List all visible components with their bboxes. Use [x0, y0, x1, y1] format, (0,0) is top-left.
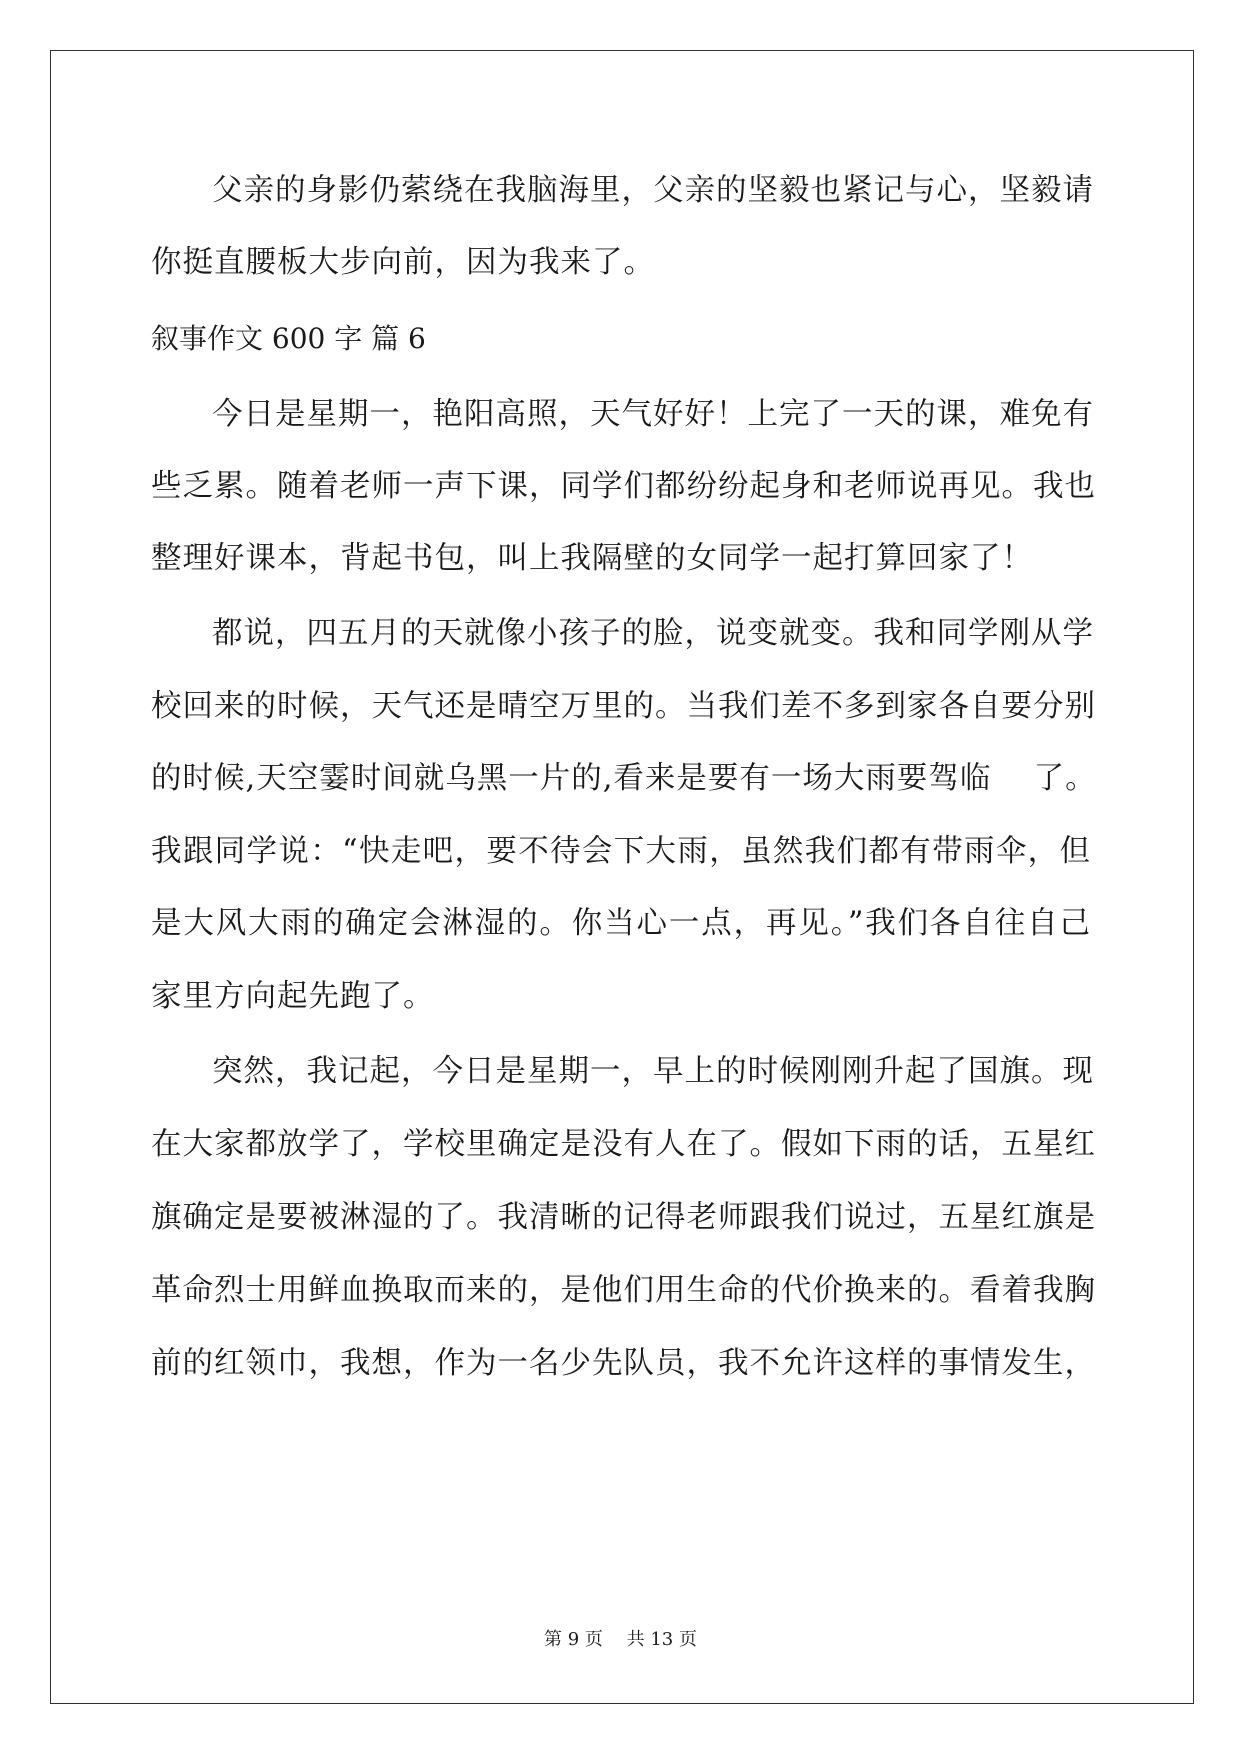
paragraph-line: 都说，四五月的天就像小孩子的脸，说变就变。我和同学刚从学 — [212, 616, 1094, 651]
paragraph-line: 整理好课本，背起书包，叫上我隔壁的女同学一起打算回家了！ — [151, 541, 1033, 576]
paragraph-line: 是大风大雨的确定会淋湿的。你当心一点，再见。”我们各自往自己 — [151, 906, 1091, 941]
section-heading: 叙事作文 600 字 篇 6 — [151, 322, 426, 355]
paragraph-line: 校回来的时候，天气还是晴空万里的。当我们差不多到家各自要分别 — [151, 689, 1096, 724]
paragraph-line: 在大家都放学了，学校里确定是没有人在了。假如下雨的话，五星红 — [151, 1127, 1096, 1162]
paragraph-line: 父亲的身影仍萦绕在我脑海里，父亲的坚毅也紧记与心，坚毅请 — [212, 173, 1094, 208]
page-number: 第 9 页 共 13 页 — [544, 1629, 697, 1650]
paragraph-line: 我跟同学说：“快走吧，要不待会下大雨，虽然我们都有带雨伞，但 — [151, 834, 1091, 869]
paragraph-line: 些乏累。随着老师一声下课，同学们都纷纷起身和老师说再见。我也 — [151, 469, 1096, 504]
paragraph-line: 今日是星期一，艳阳高照，天气好好！上完了一天的课，难免有 — [212, 397, 1094, 432]
paragraph-line: 革命烈士用鲜血换取而来的，是他们用生命的代价换来的。看着我胸 — [151, 1273, 1096, 1308]
paragraph-line: 突然，我记起，今日是星期一，早上的时候刚刚升起了国旗。现 — [212, 1054, 1094, 1089]
paragraph-line: 你挺直腰板大步向前，因为我来了。 — [151, 245, 655, 280]
paragraph-line: 旗确定是要被淋湿的了。我清晰的记得老师跟我们说过，五星红旗是 — [151, 1200, 1096, 1235]
paragraph-line: 前的红领巾，我想，作为一名少先队员，我不允许这样的事情发生， — [151, 1346, 1096, 1381]
paragraph-line: 的时候,天空霎时间就乌黑一片的,看来是要有一场大雨要驾临 了。 — [151, 761, 1097, 796]
paragraph-line: 家里方向起先跑了。 — [151, 979, 435, 1014]
page-border — [50, 50, 1194, 1704]
